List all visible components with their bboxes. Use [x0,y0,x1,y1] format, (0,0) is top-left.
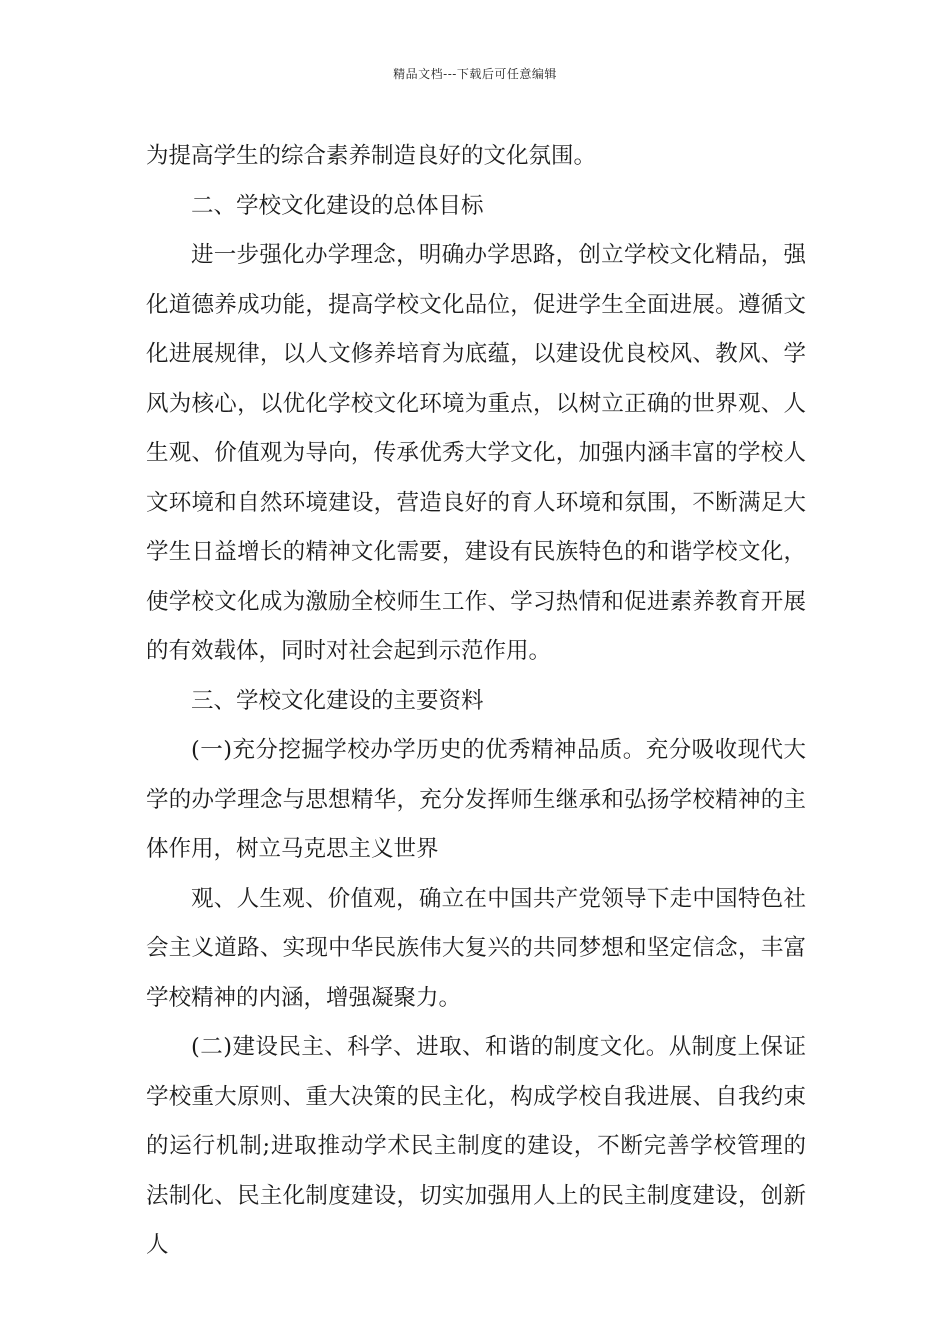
paragraph-item-one: (一)充分挖掘学校办学历史的优秀精神品质。充分吸收现代大学的办学理念与思想精华，充分发挥师生继承和弘扬学校精神的主体作用，树立马克思主义世界 [146,737,806,862]
page-header: 精品文档---下载后可任意编辑 [393,67,557,81]
section-heading-overall-goal: 二、学校文化建设的总体目标 [191,192,484,219]
paragraph-overall-goal: 进一步强化办学理念，明确办学思路，创立学校文化精品，强化道德养成功能，提高学校文化品位，促进学生全面进展。遵循文化进展规律，以人文修养培育为底蕴，以建设优良校风、教风、学风为核心，以优化学校文化环境为重点，以树立正确的世界观、人生观、价值观为导向，传承优秀大学文化，加强内涵丰富的学校人文环境和自然环境建设，营造良好的育人环境和氛围，不断满足大学生日益增长的精神文化需要，建设有民族特色的和谐学校文化，使学校文化成为激励全校师生工作、学习热情和促进素养教育开展的有效载体，同时对社会起到示范作用。 [146,242,806,664]
document-body [146,132,806,1271]
paragraph-item-two: (二)建设民主、科学、进取、和谐的制度文化。从制度上保证学校重大原则、重大决策的民主化，构成学校自我进展、自我约束的运行机制;进取推动学术民主制度的建设，不断完善学校管理的法制化、民主化制度建设，切实加强用人上的民主制度建设，创新人 [146,1034,806,1258]
section-heading-main-content: 三、学校文化建设的主要资料 [191,687,484,714]
paragraph-continuation: 为提高学生的综合素养制造良好的文化氛围。 [146,143,597,169]
paragraph-item-one-continued: 观、人生观、价值观，确立在中国共产党领导下走中国特色社会主义道路、实现中华民族伟大复兴的共同梦想和坚定信念，丰富学校精神的内涵，增强凝聚力。 [146,885,806,1011]
